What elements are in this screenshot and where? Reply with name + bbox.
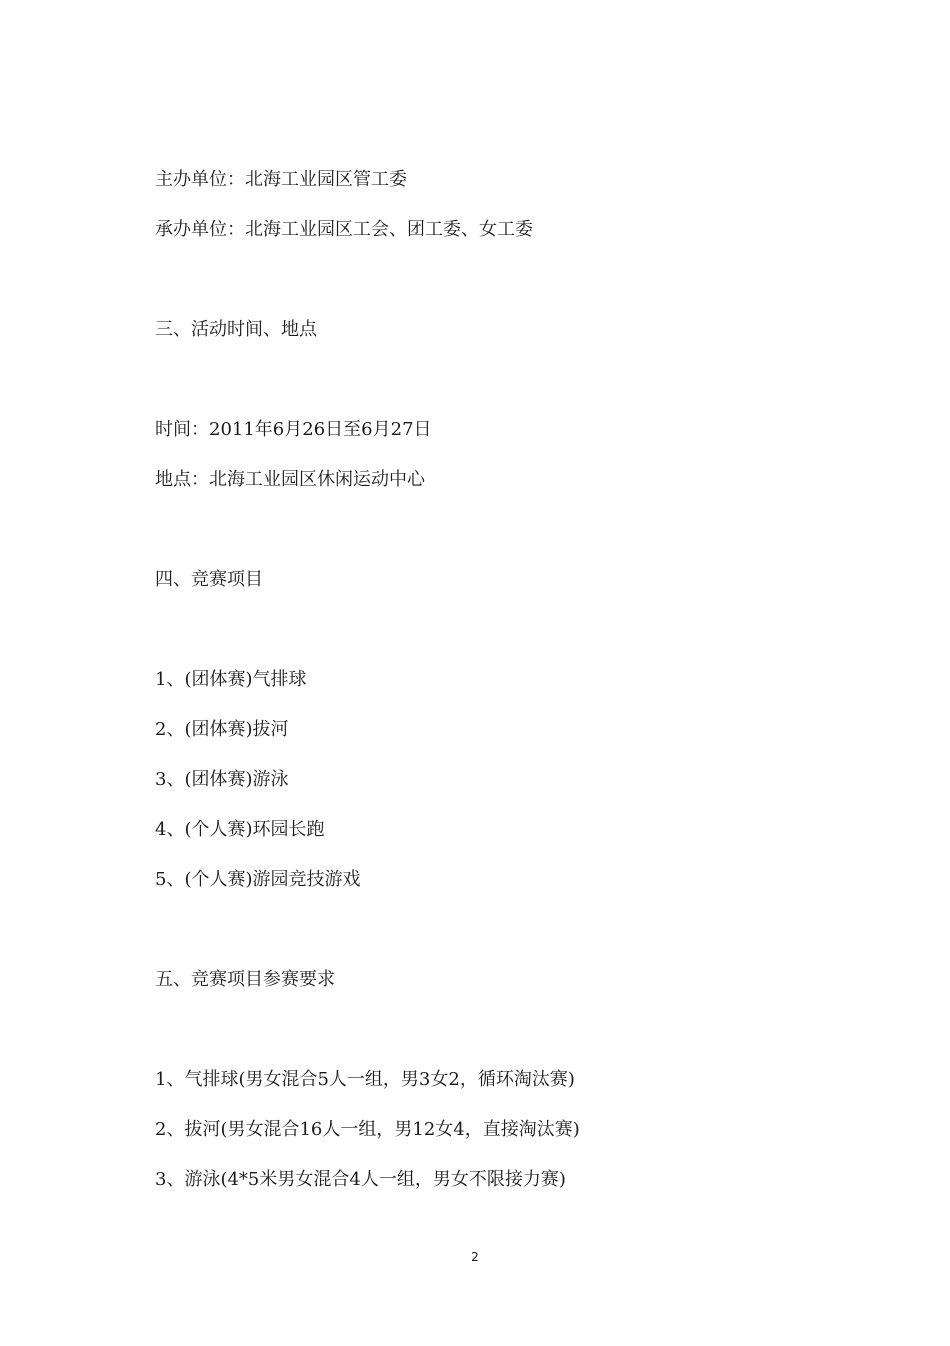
event-location: 地点：北海工业园区休闲运动中心 [155,469,425,490]
competition-item: 1、(团体赛)气排球 [155,669,307,690]
requirement-item: 1、气排球(男女混合5人一组，男3女2，循环淘汰赛) [155,1069,575,1090]
event-time: 时间：2011年6月26日至6月27日 [155,419,432,440]
requirement-item: 3、游泳(4*5米男女混合4人一组，男女不限接力赛) [155,1169,566,1190]
section-4-heading: 四、竞赛项目 [155,569,263,590]
competition-item: 2、(团体赛)拔河 [155,719,289,740]
section-5-heading: 五、竞赛项目参赛要求 [155,969,335,990]
page-number: 2 [471,1250,479,1264]
undertaking-organizer: 承办单位：北海工业园区工会、团工委、女工委 [155,219,533,240]
competition-item: 3、(团体赛)游泳 [155,769,289,790]
section-3-heading: 三、活动时间、地点 [155,319,317,340]
host-organizer: 主办单位：北海工业园区管工委 [155,169,407,190]
requirement-item: 2、拔河(男女混合16人一组，男12女4，直接淘汰赛) [155,1119,580,1140]
competition-item: 5、(个人赛)游园竞技游戏 [155,869,361,890]
competition-item: 4、(个人赛)环园长跑 [155,819,325,840]
